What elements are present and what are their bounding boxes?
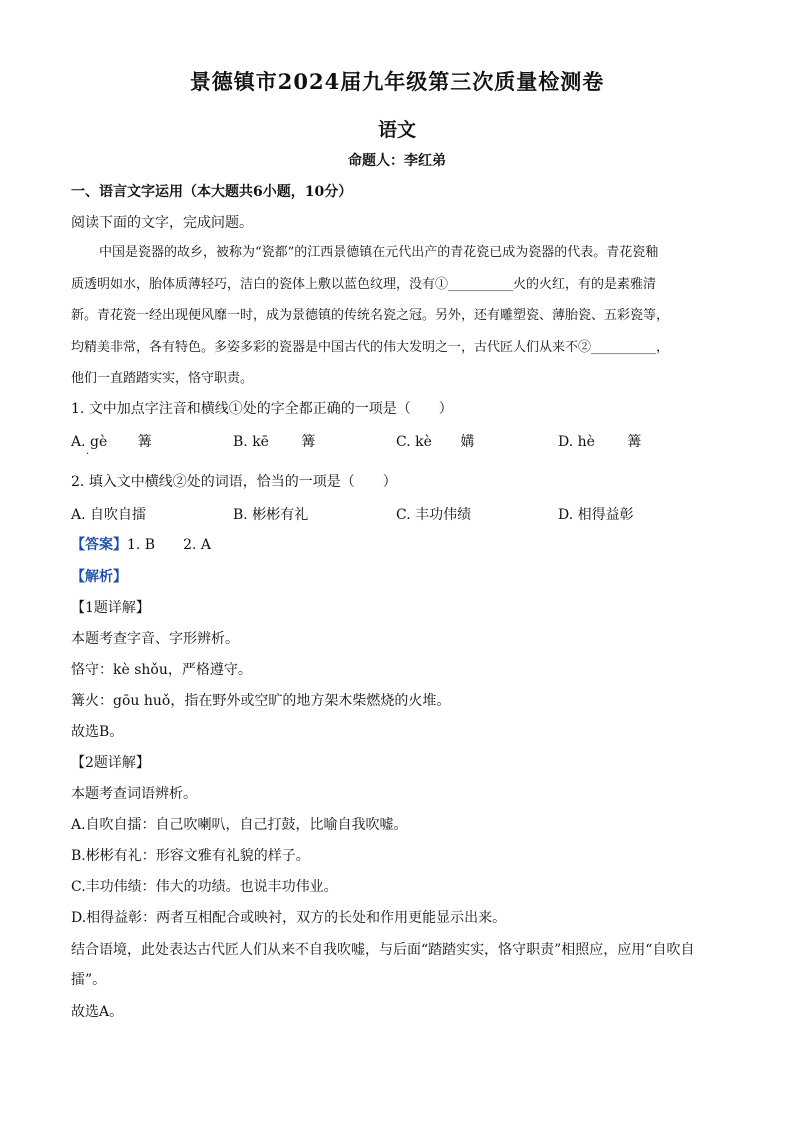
option-char: 媾	[460, 434, 475, 450]
option-label: D. hè	[558, 434, 595, 450]
analysis-line: B.彬彬有礼：形容文雅有礼貌的样子。	[71, 848, 310, 864]
analysis-line: A.自吹自擂：自己吹喇叭，自己打鼓，比喻自我吹嘘。	[71, 817, 408, 833]
option-char: 篝	[627, 434, 642, 450]
author-line: 命题人：李红弟	[348, 153, 446, 169]
q2-option-c: C. 丰功伟绩	[396, 507, 472, 523]
answer-line	[71, 535, 211, 555]
passage-line: 均精美非常，各有特色。多姿多彩的瓷器是中国古代的伟大发明之一，古代匠人们从来不②__________，	[71, 339, 670, 355]
section-instruction: 阅读下面的文字，完成问题。	[71, 215, 253, 231]
answer-tag: 【答案】	[71, 537, 127, 553]
analysis-line: 本题考查字音、字形辨析。	[71, 631, 239, 647]
page-title: 景德镇市2024届九年级第三次质量检测卷	[189, 69, 605, 94]
question-1-stem: 1. 文中加点字注音和横线①处的字全都正确的一项是（ ）	[71, 401, 453, 417]
detail-1-title: 【1题详解】	[71, 600, 150, 616]
detail-2-title: 【2题详解】	[71, 755, 150, 771]
passage-line: 他们一直踏踏实实，恪守职责。	[71, 371, 254, 386]
q1-option-b	[233, 431, 315, 451]
option-label: A. gè	[71, 434, 108, 450]
passage-line: 新。青花瓷一经出现便风靡一时，成为景德镇的传统名瓷之冠。另外，还有雕塑瓷、薄胎瓷、五彩瓷等，	[71, 308, 670, 323]
option-label: C. kè	[396, 434, 432, 450]
analysis-line: C.丰功伟绩：伟大的功绩。也说丰功伟业。	[71, 879, 338, 895]
q1-option-a	[71, 431, 152, 451]
option-char: 篝	[301, 434, 316, 450]
q2-option-a: A. 自吹自擂	[71, 507, 147, 523]
analysis-line: 故选A。	[71, 1004, 124, 1020]
q2-option-d: D. 相得益彰	[558, 507, 634, 523]
q1-option-d	[558, 431, 641, 451]
analysis-tag: 【解析】	[71, 569, 127, 585]
passage-line: 质透明如水，胎体质薄轻巧，洁白的瓷体上敷以蓝色纹理，没有①__________火的火红，有的是素雅清	[71, 276, 657, 292]
analysis-line: 擂”。	[71, 972, 107, 988]
passage-line: 中国是瓷器的故乡，被称为“瓷都”的江西景德镇在元代出产的青花瓷已成为瓷器的代表。青花瓷釉	[99, 245, 659, 260]
analysis-line: 本题考查词语辨析。	[71, 786, 197, 802]
analysis-line: 篝火：gōu huǒ，指在野外或空旷的地方架木柴燃烧的火堆。	[71, 693, 451, 709]
analysis-line: 恪守：kè shǒu，严格遵守。	[71, 662, 252, 678]
answer-values: 1. B 2. A	[127, 537, 212, 553]
subject-title: 语文	[377, 119, 416, 141]
analysis-line: 故选B。	[71, 724, 124, 740]
q1-option-c	[396, 431, 474, 451]
analysis-line: D.相得益彰：两者互相配合或映衬，双方的长处和作用更能显示出来。	[71, 910, 507, 926]
emphasis-dot-icon: ·	[86, 449, 90, 460]
reading-passage	[71, 237, 721, 395]
section-heading: 一、语言文字运用（本大题共6小题，10分）	[71, 184, 353, 200]
option-char: 篝	[137, 434, 152, 450]
q2-option-b: B. 彬彬有礼	[233, 507, 309, 523]
question-2-stem: 2. 填入文中横线②处的词语，恰当的一项是（ ）	[71, 474, 397, 490]
option-label: B. kē	[233, 434, 269, 450]
analysis-line: 结合语境，此处表达古代匠人们从来不自我吹嘘，与后面“踏踏实实，恪守职责”相照应，应用“自吹自	[71, 942, 695, 958]
